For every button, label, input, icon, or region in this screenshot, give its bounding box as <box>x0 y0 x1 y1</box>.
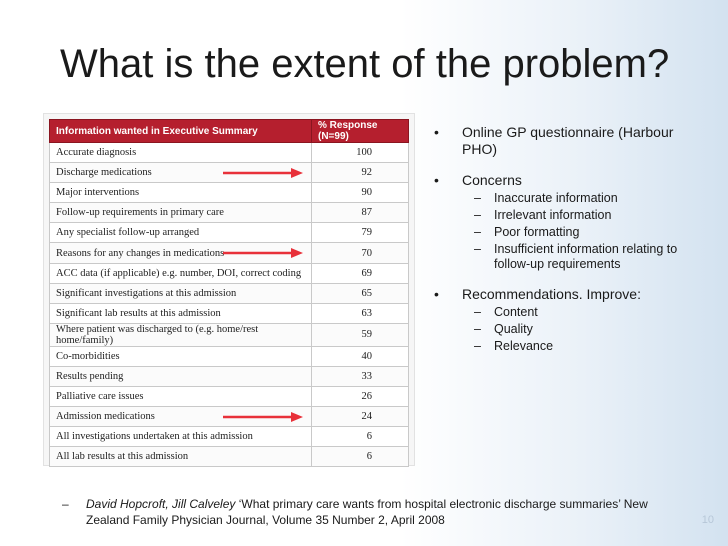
row-pct: 63 <box>312 303 409 323</box>
table-row <box>50 323 409 346</box>
table-row <box>50 203 409 223</box>
row-pct: 79 <box>312 223 409 243</box>
sub-bullet: – Content <box>434 305 704 320</box>
table-row <box>50 163 409 183</box>
row-label: Significant investigations at this admission <box>50 283 312 303</box>
row-pct: 90 <box>312 183 409 203</box>
header-label: Information wanted in Executive Summary <box>50 120 312 143</box>
row-pct: 6 <box>312 427 409 447</box>
row-pct: 100 <box>312 143 409 163</box>
table-row <box>50 447 409 467</box>
row-label-text: Discharge medications <box>56 167 152 179</box>
table-row <box>50 366 409 386</box>
row-label: Palliative care issues <box>50 387 312 407</box>
citation-authors: David Hopcroft, Jill Calveley <box>86 497 236 511</box>
row-pct: 40 <box>312 346 409 366</box>
sub-bullet: – Quality <box>434 322 704 337</box>
survey-table <box>49 119 409 467</box>
row-pct: 33 <box>312 366 409 386</box>
page-number: 10 <box>701 514 714 526</box>
red-arrow-icon <box>223 248 303 258</box>
row-label: Major interventions <box>50 183 312 203</box>
header-pct: % Response (N=99) <box>312 120 409 143</box>
table-row <box>50 143 409 163</box>
row-label <box>50 243 312 263</box>
sub-bullet: – Insufficient information relating to follow-up requirements <box>434 242 704 272</box>
row-label <box>50 407 312 427</box>
row-label-text: Reasons for any changes in medications <box>56 247 225 259</box>
table-row <box>50 407 409 427</box>
table-row <box>50 427 409 447</box>
citation-rest: ‘What primary care wants from hospital electronic discharge summaries’ New Zealand Family Physician Journal, Volume 35 Number 2, April 2008 <box>86 497 648 527</box>
citation <box>62 496 682 528</box>
row-label: Follow-up requirements in primary care <box>50 203 312 223</box>
table-row <box>50 387 409 407</box>
row-label: All lab results at this admission <box>50 447 312 467</box>
slide-title: What is the extent of the problem? <box>60 42 670 86</box>
citation-text <box>62 496 682 528</box>
row-pct: 6 <box>312 447 409 467</box>
table-row <box>50 283 409 303</box>
red-arrow-icon <box>223 412 303 422</box>
row-label: Any specialist follow-up arranged <box>50 223 312 243</box>
table-row <box>50 263 409 283</box>
table-row <box>50 183 409 203</box>
table-row <box>50 243 409 263</box>
row-pct: 87 <box>312 203 409 223</box>
sub-bullet: – Inaccurate information <box>434 191 704 206</box>
row-label-text: Admission medications <box>56 411 155 423</box>
table-row <box>50 223 409 243</box>
row-pct: 26 <box>312 387 409 407</box>
row-pct: 70 <box>312 243 409 263</box>
row-label: Results pending <box>50 366 312 386</box>
bullet-list <box>434 124 704 354</box>
row-label: Accurate diagnosis <box>50 143 312 163</box>
row-pct: 24 <box>312 407 409 427</box>
table-row <box>50 303 409 323</box>
red-arrow-icon <box>223 168 303 178</box>
sub-bullet: – Poor formatting <box>434 225 704 240</box>
row-pct: 65 <box>312 283 409 303</box>
table-header-row <box>50 120 409 143</box>
row-label: Significant lab results at this admission <box>50 303 312 323</box>
bullet-questionnaire: • Online GP questionnaire (Harbour PHO) <box>434 124 704 158</box>
row-label <box>50 163 312 183</box>
row-label: Co-morbidities <box>50 346 312 366</box>
row-label: Where patient was discharged to (e.g. home/rest home/family) <box>50 323 312 346</box>
table-row <box>50 346 409 366</box>
row-pct: 59 <box>312 323 409 346</box>
row-pct: 92 <box>312 163 409 183</box>
sub-bullet: – Relevance <box>434 339 704 354</box>
survey-table-image <box>43 113 415 466</box>
row-label: All investigations undertaken at this admission <box>50 427 312 447</box>
row-label: ACC data (if applicable) e.g. number, DOI, correct coding <box>50 263 312 283</box>
row-pct: 69 <box>312 263 409 283</box>
bullet-recommendations: • Recommendations. Improve: <box>434 286 704 303</box>
bullet-concerns: • Concerns <box>434 172 704 189</box>
sub-bullet: – Irrelevant information <box>434 208 704 223</box>
citation-dash: – <box>62 497 69 511</box>
